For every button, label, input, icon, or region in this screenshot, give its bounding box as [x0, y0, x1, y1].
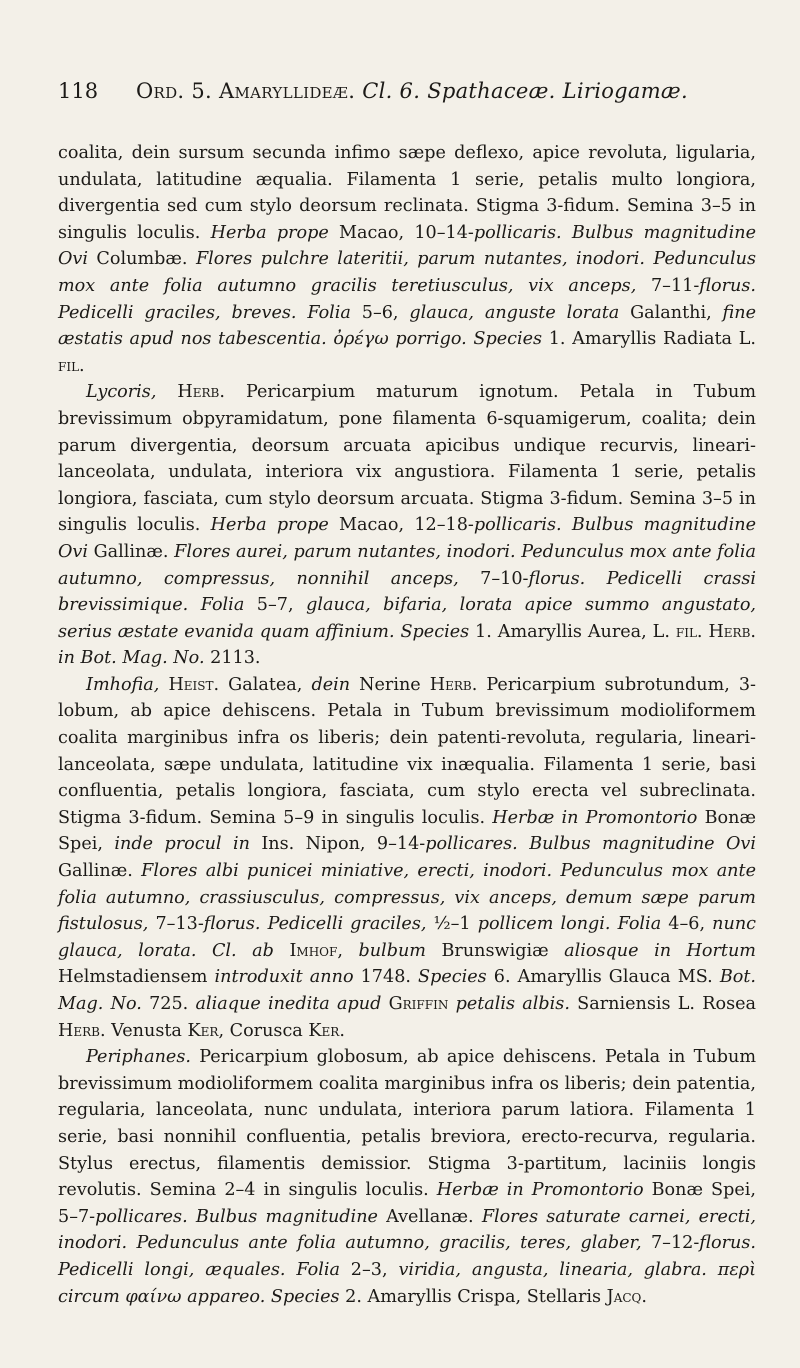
text-run: circum	[58, 1286, 120, 1307]
text-run: 2–3,	[339, 1259, 399, 1280]
header-group: Spathaceæ. Liriogamæ.	[427, 79, 688, 103]
running-header	[58, 76, 756, 106]
text-run: Herba prope	[210, 222, 329, 243]
text-run: Herb.	[177, 382, 225, 403]
text-run: petalis albis.	[455, 994, 570, 1014]
text-run: Flores aurei, parum nutantes, inodori. Pedunculus mox ante folia autumno, compressus, nonnihil anceps,	[58, 541, 756, 589]
text-run: Sarniensis L. Rosea	[569, 994, 756, 1014]
entry-lycoris	[58, 379, 756, 672]
text-run: Helmstadiensem	[58, 967, 215, 988]
text-run: aliosque in Hortum	[564, 940, 756, 961]
text-run: 7–11-	[636, 275, 700, 296]
text-run: Herbæ in Promontorio	[436, 1180, 644, 1201]
text-run: inde procul in	[114, 834, 250, 855]
text-run: introduxit anno	[214, 967, 354, 988]
header-classis: Cl. 6.	[362, 79, 421, 103]
text-run: Pericarpium maturum ignotum. Petala in Tubum brevissimum obpyramidatum, pone filamenta 6-squamigerum, coalita; dein parum divergentia, deorsum arcuata apicibus undique recurvis, lineari-lanceolata, undulata, interiora vix angustiora. Filamenta 1 serie, petalis longiora, fasciata, cum stylo deorsum arcuata. Stigma 3-fidum. Semina 3–5 in singulis loculis.	[58, 382, 757, 536]
text-run: Herba prope	[210, 515, 329, 536]
text-run	[448, 994, 455, 1014]
text-run: 7–12-	[641, 1233, 700, 1254]
text-run	[381, 994, 388, 1014]
text-run: 1. Amaryllis Aurea, L.	[469, 621, 676, 642]
text-run: Griffin	[388, 994, 449, 1014]
text-run: 5–7,	[244, 595, 307, 616]
text-run: 1748.	[353, 967, 419, 988]
text-run: coalita, dein sursum secunda infimo sæpe deflexo, apice revoluta, ligularia, undulata, latitudine æqualia. Filamenta 1 serie, petalis multo longiora, divergentia sed cum stylo deorsum reclinata. Stigma 3-fidum. Semina 3–5 in singulis loculis.	[58, 143, 756, 243]
text-run: Venusta	[105, 1020, 188, 1041]
text-run: Gallinæ.	[88, 541, 175, 562]
text-run: fine æstatis apud nos tabescentia.	[58, 302, 757, 350]
text-run: bulbum	[358, 940, 426, 961]
text-run: Galatea,	[219, 674, 312, 695]
body-text	[58, 140, 756, 1310]
text-run: aliaque inedita apud	[195, 994, 382, 1014]
text-run: Ker,	[187, 1020, 225, 1041]
text-run: Columbæ.	[88, 249, 196, 270]
text-run	[274, 941, 290, 961]
text-run	[156, 382, 177, 402]
text-run: Imhofia,	[86, 674, 160, 695]
text-run: viridia, angusta, linearia, glabra.	[398, 1259, 707, 1280]
text-run: Corusca	[224, 1020, 309, 1041]
text-run: florus. Pedicelli longi, æquales. Folia	[58, 1233, 756, 1280]
text-run: nunc glauca, lorata. Cl. ab	[58, 914, 757, 961]
text-run: appareo. Species	[187, 1286, 340, 1307]
text-run: Galanthi,	[619, 302, 723, 323]
text-run: Herb.	[429, 674, 478, 695]
text-run: florus. Pedicelli graciles, breves. Folia	[58, 275, 756, 323]
text-run: florus. Pedicelli graciles,	[203, 914, 427, 935]
text-run: pollicem longi. Folia	[477, 914, 662, 935]
text-run: Herb.	[58, 1020, 106, 1041]
text-run: Lycoris,	[86, 382, 157, 403]
header-family: Amaryllideæ.	[219, 79, 356, 103]
text-run	[343, 941, 359, 961]
text-run: 4–6,	[661, 914, 713, 935]
text-run: Bonæ Spei,	[58, 807, 756, 855]
text-run: pollicares. Bulbus magnitudine Ovi	[425, 834, 756, 855]
text-run: Ker.	[308, 1020, 345, 1041]
text-run: 7–10-	[458, 568, 529, 589]
text-run: pollicares. Bulbus magnitudine	[95, 1206, 378, 1227]
text-run: ½–1	[426, 914, 478, 935]
text-run: Flores pulchre lateritii, parum nutantes, inodori. Pedunculus mox ante folia autumno gracilis teretiusculus, vix anceps,	[58, 249, 756, 296]
text-run: Avellanæ.	[377, 1206, 482, 1227]
text-run: περὶ	[706, 1259, 757, 1280]
text-run: pollicaris. Bulbus magnitudine Ovi	[58, 515, 757, 562]
text-run: 1. Amaryllis Radiata L.	[542, 329, 756, 350]
text-run: 725.	[141, 994, 196, 1014]
text-run: ὀρέγω	[326, 329, 396, 350]
text-run: Brunswigiæ	[425, 940, 565, 961]
header-ordo: Ord. 5.	[136, 79, 213, 103]
entry-imhofia	[58, 672, 756, 1044]
text-run: 6. Amaryllis Glauca MS.	[486, 967, 720, 988]
text-run: Species	[418, 967, 487, 988]
page-number: 118	[58, 79, 99, 103]
text-run: Gallinæ.	[58, 861, 142, 882]
text-run: φαίνω	[119, 1286, 188, 1307]
text-run: Herb.	[708, 621, 756, 642]
text-run: Jacq.	[606, 1286, 647, 1307]
text-run: fil.	[58, 355, 85, 376]
text-run: Macao, 10–14-	[328, 222, 474, 243]
text-run: 7–13-	[148, 914, 204, 935]
text-run: porrigo. Species	[395, 329, 543, 350]
text-run: Pericarpium subrotundum, 3-lobum, ab apice dehiscens. Petala in Tubum brevissimum modioliformem coalita marginibus infra os liberis; dein patenti-revoluta, regularia, lineari-lanceolata, sæpe undulata, latitudine vix inæqualia. Filamenta 1 serie, basi confluentia, petalis longiora, fasciata, cum stylo erecta vel subreclinata. Stigma 3-fidum. Semina 5–9 in singulis loculis.	[58, 674, 756, 828]
text-run: 5–6,	[350, 302, 410, 323]
text-run: 2113.	[204, 648, 261, 669]
entry-continuation	[58, 140, 756, 379]
text-run: Heist.	[168, 674, 220, 695]
text-run: Nerine	[350, 674, 430, 695]
text-run: 2. Amaryllis Crispa, Stellaris	[339, 1286, 607, 1307]
text-run: Macao, 12–18-	[328, 515, 474, 536]
text-run: in Bot. Mag. No.	[58, 648, 205, 669]
text-run: dein	[311, 674, 351, 695]
text-run: Herbæ in Promontorio	[492, 807, 698, 828]
text-run: glauca, anguste lorata	[409, 302, 620, 323]
text-run: Flores albi punicei miniative, erecti, inodori. Pedunculus mox ante folia autumno, crassiusculus, compressus, vix anceps, demum sæpe parum fistulosus,	[58, 861, 756, 935]
entry-periphanes	[58, 1044, 756, 1310]
text-run: pollicaris. Bulbus magnitudine Ovi	[58, 222, 757, 270]
text-run: Pericarpium globosum, ab apice dehiscens. Petala in Tubum brevissimum modioliformem coalita marginibus infra os liberis; dein patentia, regularia, lanceolata, nunc undulata, interiora parum latiora. Filamenta 1 serie, basi nonnihil confluentia, petalis breviora, erecto-recurva, regularia. Stylus erectus, filamentis demissior. Stigma 3-partitum, laciniis longis revolutis. Semina 2–4 in singulis loculis.	[58, 1047, 756, 1201]
text-run: glauca, bifaria, lorata apice summo angustato, serius æstate evanida quam affinium. Species	[58, 595, 757, 642]
header-taxonomy	[136, 76, 688, 106]
text-run: Ins. Nipon, 9–14-	[249, 834, 426, 855]
text-run: Imhof,	[289, 940, 343, 961]
text-run: Periphanes.	[86, 1047, 191, 1068]
text-run: Bonæ Spei, 5–7-	[58, 1180, 756, 1227]
text-run: fil.	[675, 621, 703, 642]
text-run: Flores saturate carnei, erecti, inodori. Pedunculus ante folia autumno, gracilis, teres, glaber,	[58, 1206, 756, 1254]
text-run: florus. Pedicelli crassi brevissimique. Folia	[58, 568, 756, 616]
text-run: Bot. Mag. No.	[58, 967, 756, 1014]
